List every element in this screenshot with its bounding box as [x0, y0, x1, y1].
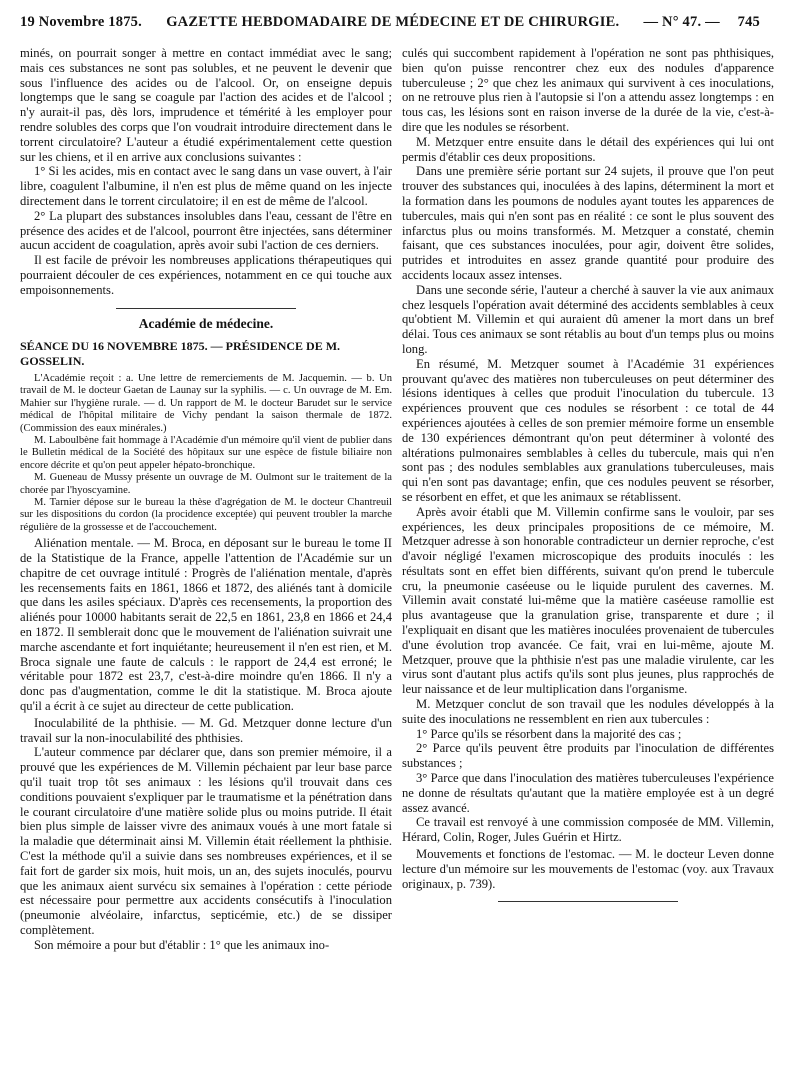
paragraph: 2° La plupart des substances insolubles dans l'eau, cessant de l'être en présence des acides et de l'alcool, pourront être injectées, sans déterminer aucun accident de coagulation, après avoir subi l'action de ces derniers.: [20, 208, 392, 253]
paragraph: L'auteur commence par déclarer que, dans son premier mémoire, il a prouvé que les expériences de M. Villemin péchaient par leur base parce qu'il tuait trop tôt ses animaux : les lésions qu'il trouvait dans ces conditions pouvaient s'expliquer par le traumatisme et la pénétration dans le courant circulatoire d'une matière solide plus ou moins putride. Il était bien plus simple de laisser vivre des animaux voués à une mort fatale si la maladie que déterminait ainsi M. Villemin était réellement la phthisie. C'est la méthode qu'il a suivie dans ses nombreuses expériences, et il se fait fort de garder six mois, huit mois, un an, des sujets inoculés, pourvu que les animaux aient survécu six semaines à l'opération : cette période est nécessaire pour permettre aux accidents consécutifs à l'inoculation (pneumonie alvéolaire, infarctus, septicémie, etc.) de se dissiper complètement.: [20, 745, 392, 937]
left-column: [20, 46, 392, 1081]
paragraph: Après avoir établi que M. Villemin confirme sans le vouloir, par ses expériences, les deux principales propositions de ce mémoire, M. Metzquer adresse à son honorable contradicteur un dernier reproche, c'est d'avoir négligé l'examen microscopique des produits inoculés : les résultats sont en effet bien différents, suivant qu'on prend le tubercule cru, la pneumonie caséeuse ou le liquide purulent des cavernes. M. Villemin avait constaté lui-même que la matière caséeuse ramollie est plus avantageuse que la granulation grise, transparente et dure ; il l'expliquait en disant que les matières inoculées provenaient de tubercules d'une évolution trop avancée. Ce fait, vrai en lui-même, ajoute M. Metzquer, prouve que la phthisie n'est pas une maladie virulente, car les virus sont d'autant plus actifs qu'ils sont plus jeunes, plus rapprochés de leur naissance et de leur multiplication dans l'organisme.: [402, 504, 774, 697]
header-title: GAZETTE HEBDOMADAIRE DE MÉDECINE ET DE CHIRURGIE.: [166, 13, 620, 30]
paragraph: Mouvements et fonctions de l'estomac. — M. le docteur Leven donne lecture d'un mémoire sur les mouvements de l'estomac (voy. aux Travaux originaux, p. 739).: [402, 847, 774, 891]
paragraph: Ce travail est renvoyé à une commission composée de MM. Villemin, Hérard, Colin, Roger, Jules Guérin et Hirtz.: [402, 815, 774, 845]
section-divider: [116, 308, 296, 309]
paragraph: Inoculabilité de la phthisie. — M. Gd. Metzquer donne lecture d'un travail sur la non-inoculabilité des phthisies.: [20, 715, 392, 745]
paragraph: Son mémoire a pour but d'établir : 1° que les animaux ino-: [34, 937, 330, 952]
paragraph: 1° Si les acides, mis en contact avec le sang dans un vase ouvert, à l'air libre, coagulent l'albumine, il n'en est plus de même quand on les injecte directement dans le torrent circulatoire; il en est de même de l'alcool.: [20, 164, 392, 208]
paragraph: culés qui succombent rapidement à l'opération ne sont pas phthisiques, bien qu'on puisse rencontrer chez eux des nodules d'apparence tuberculeuse ; 2° que chez les animaux qui survivent à ces inoculations, on ne retrouve plus rien à l'autopsie si l'on a attendu assez longtemps : en tous cas, les lésions sont en raison inverse de la durée de la vie, c'est-à-dire que les nodules se résorbent.: [402, 46, 774, 134]
paragraph: 1° Parce qu'ils se résorbent dans la majorité des cas ;: [416, 726, 682, 741]
session-line: SÉANCE DU 16 NOVEMBRE 1875. — PRÉSIDENCE DE M. GOSSELIN.: [20, 339, 341, 369]
correspondence-paragraph: M. Laboulbène fait hommage à l'Académie d'un mémoire qu'il vient de publier dans le Bulletin médical de la Société des hôpitaux sur une espèce de fistule biliaire non encore décrite et qu'on peut appeler hépato-bronchique.: [20, 434, 392, 471]
paragraph: Aliénation mentale. — M. Broca, en déposant sur le bureau le tome II de la Statistique de la France, appelle l'attention de l'Académie sur un chapitre de cet ouvrage intitulé : Progrès de l'aliénation mentale, d'après les recensements faits en 1861, 1866 et 1872, des aliénés tant à domicile que dans les asiles spéciaux. D'après ces recensements, la proportion des aliénés pour 10000 habitants serait de 22,5 en 1861, 23,8 en 1866 et 24,4 en 1872. Il semblerait donc que le mouvement de l'aliénation suivrait une marche ascendante et fort inquiétante; heureusement il n'en est rien, et M. Broca signale une faute de calculs : le rapport de 24,4 est erroné; le véritable pour 1872 est 23,7, c'est-à-dire moindre qu'en 1866. Il n'y a donc pas d'augmentation, comme le dit la statistique. M. Broca ajoute qu'il a écrit à ce sujet au directeur de cette publication.: [20, 536, 392, 713]
paragraph: En résumé, M. Metzquer soumet à l'Académie 31 expériences prouvant qu'avec des matières non tuberculeuses on peut déterminer des lésions identiques à celles que produit l'inoculation du tubercule. 13 expériences prouvent que ces nodules se résorbent : ce total de 44 expériences ajoutées à celles de son premier mémoire forme un ensemble de 130 expériences démontrant qu'on peut déterminer à volonté des altérations pulmonaires semblables à celles du tubercule, mais qui n'en sont pas ; des nodules semblables aux granulations tuberculeuses, mais qui n'en sont pas davantage; enfin, que ces nodules peuvent se résorber, se résorbent en effet, et que les animaux se rétablissent.: [402, 356, 774, 504]
paragraph: Il est facile de prévoir les nombreuses applications thérapeutiques qui pourraient découler de ces expériences, notamment en ce qui touche aux empoisonnements.: [20, 253, 392, 297]
right-column: [402, 46, 774, 1081]
paragraph: Dans une seconde série, l'auteur a cherché à sauver la vie aux animaux chez lesquels l'opération avait déterminé des accidents semblables à ceux qu'obtient M. Villemin et qui auraient dû amener la mort dans un bref délai. Tous ces animaux se sont rétablis au bout d'un temps plus ou moins long.: [402, 282, 774, 356]
paragraph: Dans une première série portant sur 24 sujets, il prouve que l'on peut trouver des substances qui, inoculées à des lapins, déterminent la mort et la formation dans les poumons de nodules ayant toutes les apparences de tubercules, mais qui n'en sont pas en réalité : ce sont le plus souvent des infarctus plus ou moins transformés. M. Metzquer a constaté, chemin faisant, que ces substances inoculées, pour agir, doivent être solides, putrides et introduites en assez grande quantité pour produire des accidents locaux assez intenses.: [402, 164, 774, 282]
paragraph: 3° Parce que dans l'inoculation des matières tuberculeuses l'expérience ne donne de résultats qu'autant que la matière employée est à un degré assez avancé.: [402, 771, 774, 815]
header-right: [644, 14, 760, 31]
section-heading: Académie de médecine.: [138, 315, 274, 331]
section-divider: [498, 901, 678, 902]
text-columns: [20, 46, 774, 1081]
header-page-number: 745: [737, 13, 760, 30]
correspondence-paragraph: M. Tarnier dépose sur le bureau la thèse d'agrégation de M. le docteur Chantreuil sur les dispositions du cordon (la procidence exceptée) qui peuvent troubler la marche régulière de la grossesse et de l'accouchement.: [20, 497, 392, 533]
paragraph: 2° Parce qu'ils peuvent être produits par l'inoculation de différentes substances ;: [402, 741, 774, 771]
running-header: [20, 8, 760, 36]
paragraph: M. Metzquer entre ensuite dans le détail des expériences qui lui ont permis d'établir ces deux propositions.: [402, 134, 774, 164]
header-issue: — N° 47. —: [643, 13, 720, 30]
correspondence-paragraph: M. Gueneau de Mussy présente un ouvrage de M. Oulmont sur le traitement de la chorée par l'hyoscyamine.: [20, 472, 392, 496]
correspondence-paragraph: L'Académie reçoit : a. Une lettre de remerciements de M. Jacquemin. — b. Un travail de M. le docteur Gaetan de Launay sur la syphilis. — c. Un ouvrage de M. Em. Mahier sur l'hygiène rurale. — d. Un rapport de M. le docteur Barudet sur le service médical de l'hôpital militaire de Vichy pendant la saison thermale de 1872. (Commission des eaux minérales.): [20, 372, 392, 434]
paragraph: M. Metzquer conclut de son travail que les nodules développés à la suite des inoculations ne ressemblent en rien aux tubercules :: [402, 697, 774, 726]
paragraph: minés, on pourrait songer à mettre en contact immédiat avec le sang; mais ces substances ne sont pas solubles, et ne peuvent le devenir que sous l'influence des acides ou de l'alcool. Or, on enseigne depuis longtemps que le sang se coagule par l'action des acides et de l'alcool ; n'y aurait-il pas, dès lors, imprudence et témérité à les employer pour rendre solubles des corps que l'on voudrait introduire directement dans le torrent circulatoire? L'auteur a étudié expérimentalement cette question sur les chiens, et il en arrive aux conclusions suivantes :: [20, 46, 392, 164]
header-date: 19 Novembre 1875.: [20, 13, 142, 30]
